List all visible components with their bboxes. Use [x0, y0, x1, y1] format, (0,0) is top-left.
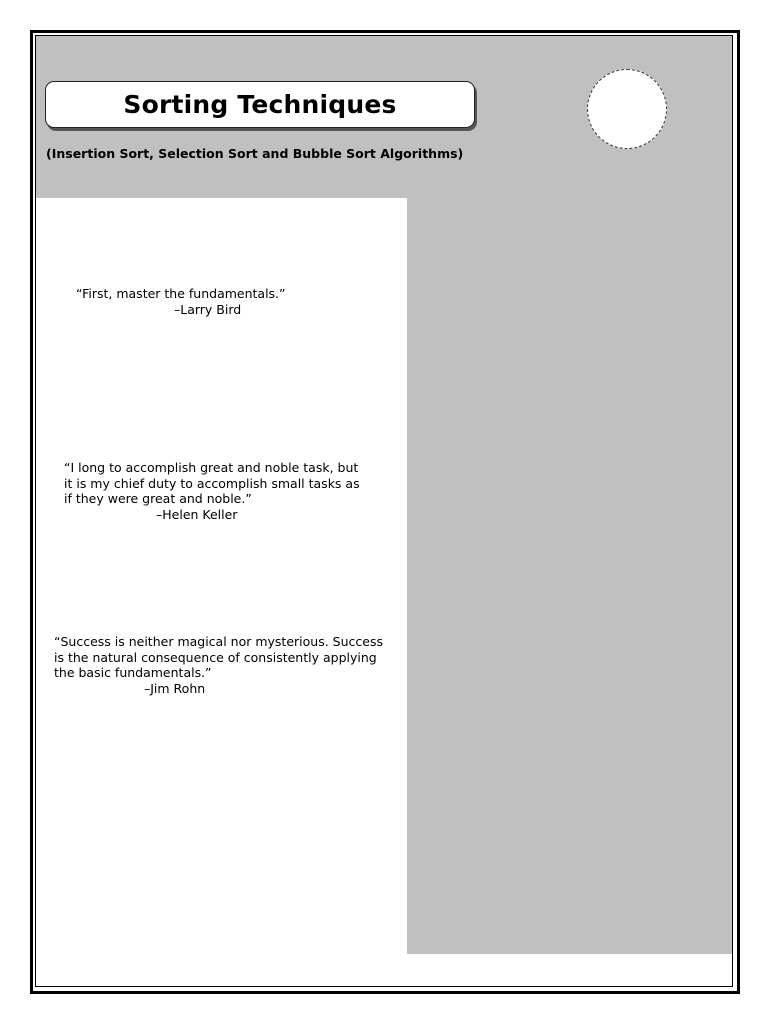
quote-author: –Larry Bird	[174, 301, 242, 317]
quote-line: “I long to accomplish great and noble task, but	[64, 460, 359, 475]
quote-line: the basic fundamentals.”	[54, 665, 212, 680]
page-title: Sorting Techniques	[123, 90, 397, 119]
quote-line: if they were great and noble.”	[64, 491, 252, 506]
quote-line: is the natural consequence of consistently applying	[54, 649, 377, 665]
quote-author: –Helen Keller	[156, 506, 238, 522]
dashed-circle-placeholder	[587, 69, 667, 149]
quote-jim-rohn	[54, 634, 383, 696]
quote-author: –Jim Rohn	[144, 680, 206, 696]
side-panel	[407, 198, 732, 954]
title-box	[45, 81, 475, 128]
quote-helen-keller	[64, 460, 360, 522]
quote-larry-bird	[76, 286, 286, 317]
quote-line: “Success is neither magical nor mysterious. Success	[54, 634, 383, 649]
page-subtitle: (Insertion Sort, Selection Sort and Bubble Sort Algorithms)	[46, 146, 464, 161]
quote-line: it is my chief duty to accomplish small tasks as	[64, 475, 360, 491]
quote-line: “First, master the fundamentals.”	[76, 286, 286, 301]
